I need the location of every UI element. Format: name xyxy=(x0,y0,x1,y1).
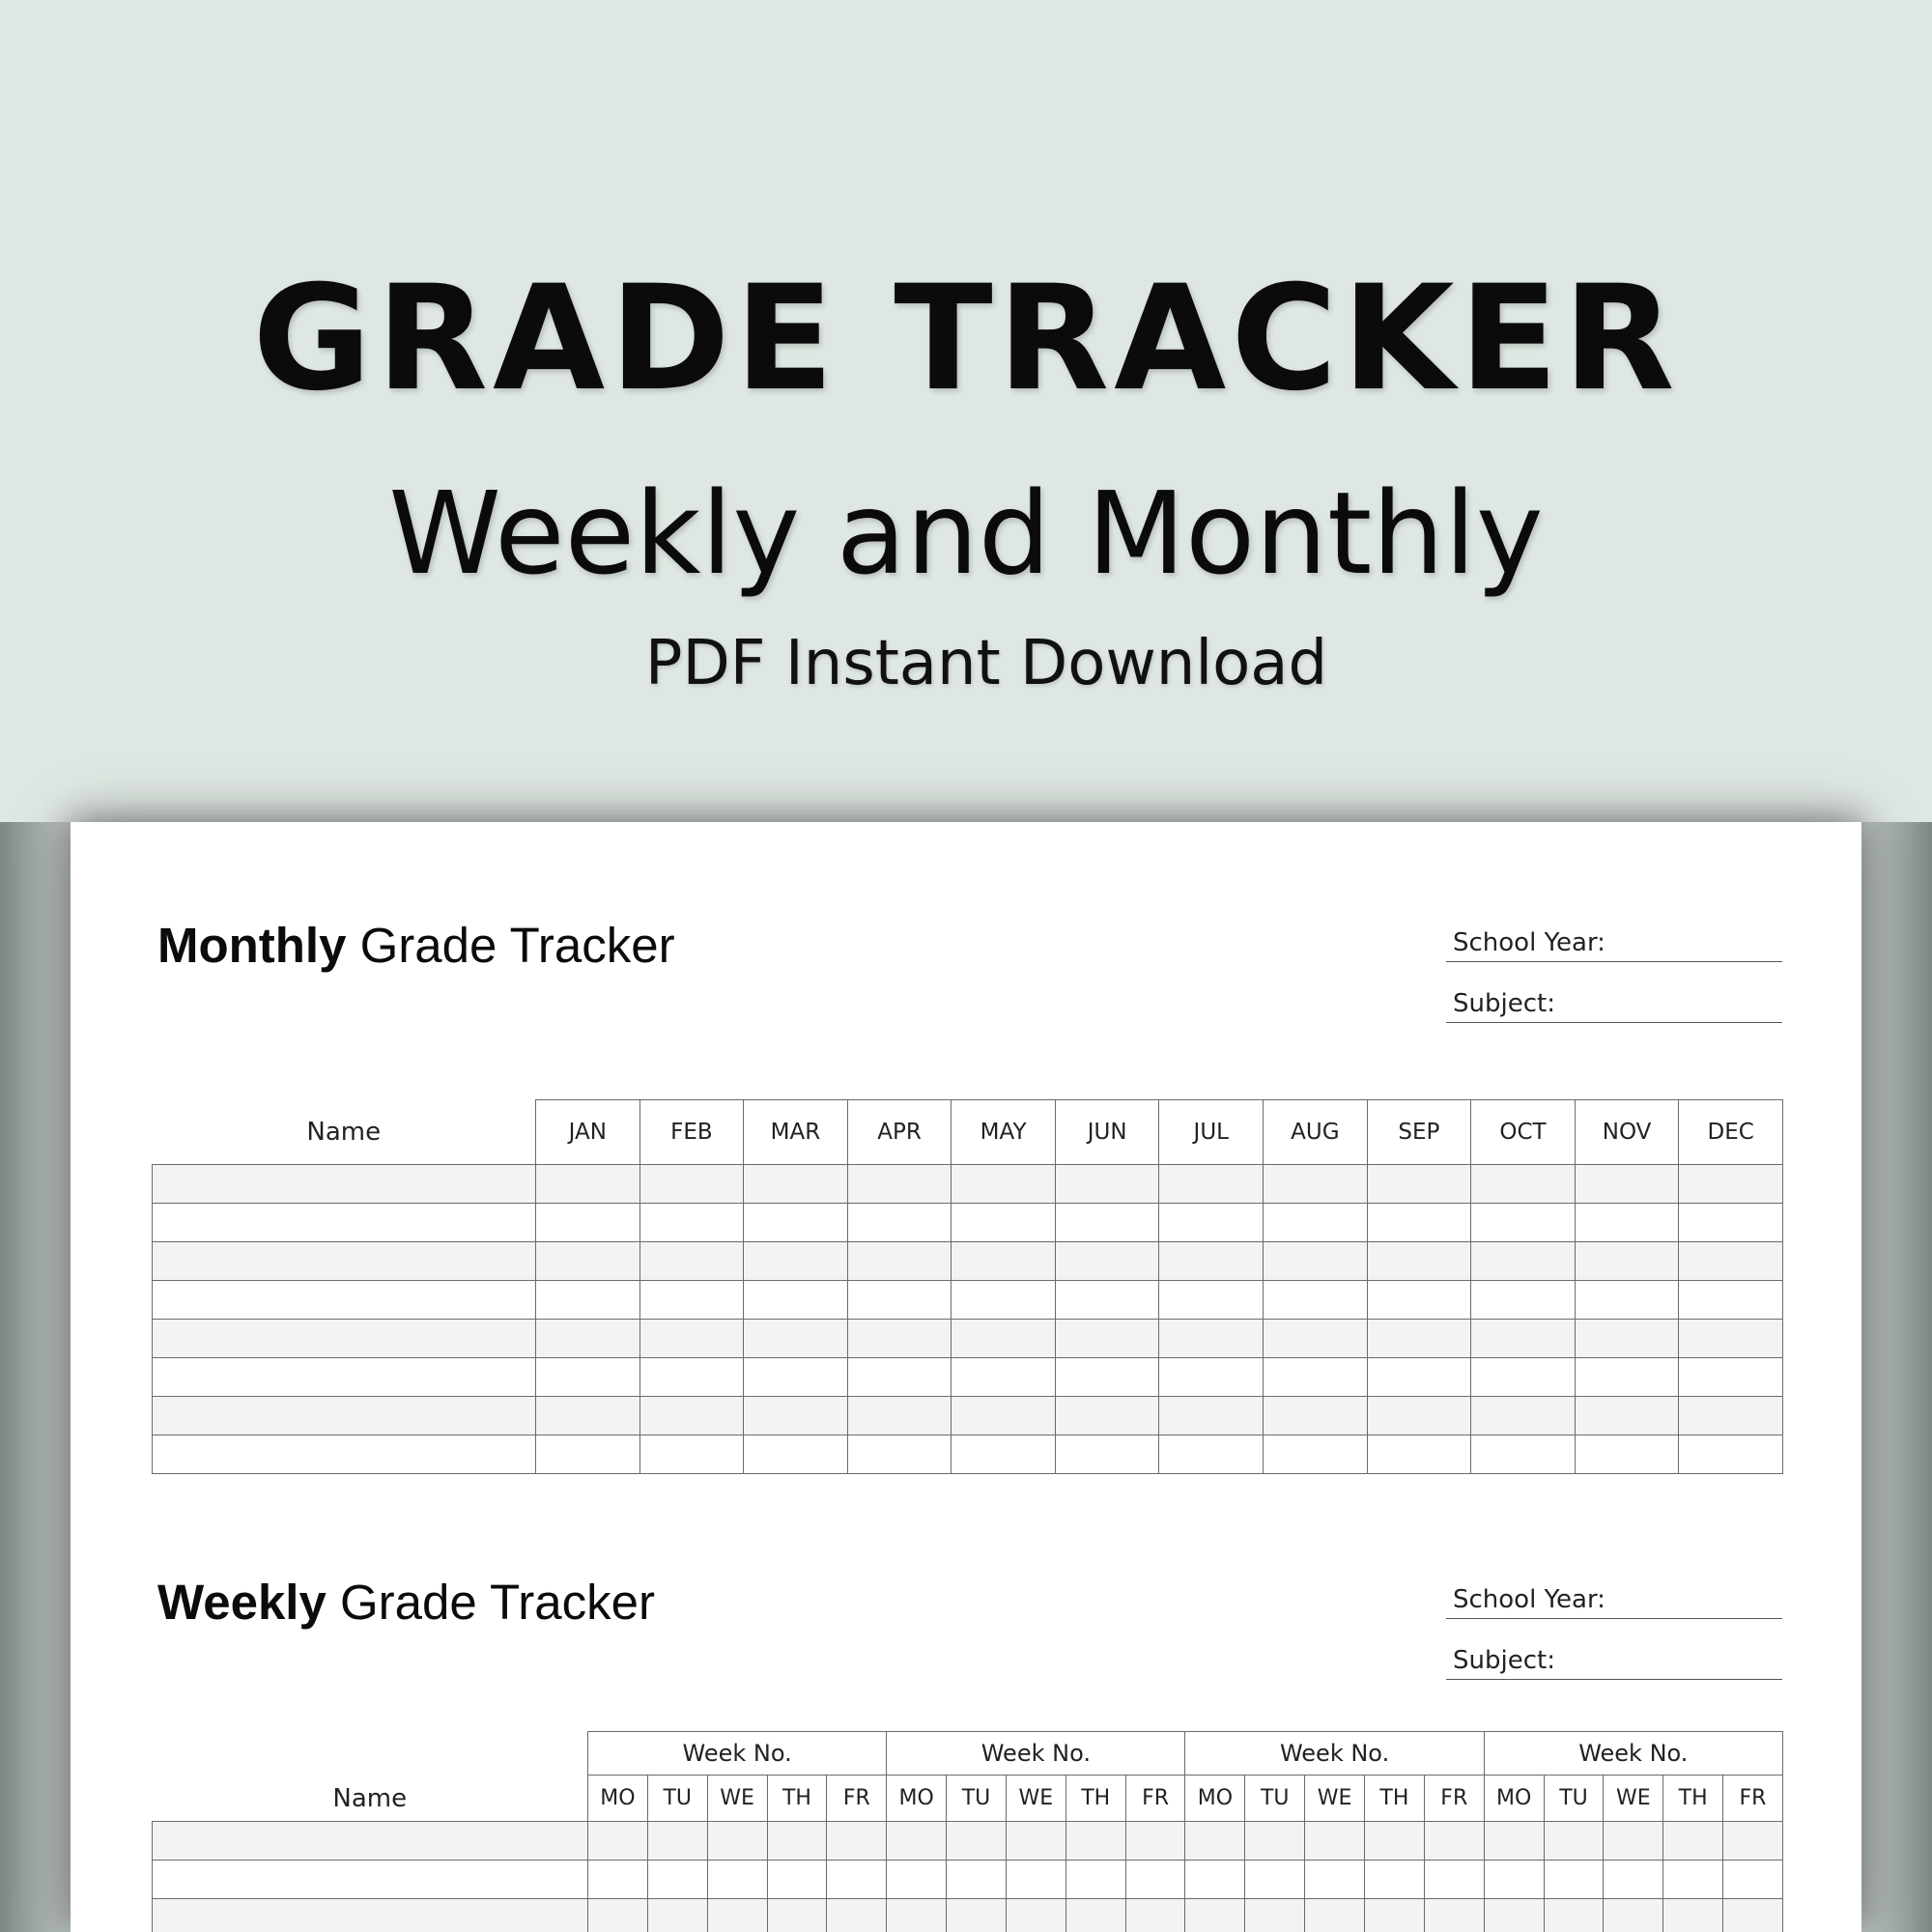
monthly-subject-field[interactable]: Subject: xyxy=(1446,989,1782,1023)
student-name-cell[interactable] xyxy=(153,1242,536,1281)
grade-cell[interactable] xyxy=(744,1281,848,1320)
grade-cell[interactable] xyxy=(1305,1899,1365,1932)
grade-cell[interactable] xyxy=(588,1822,648,1861)
grade-cell[interactable] xyxy=(647,1822,707,1861)
week-number-header: Week No. xyxy=(887,1732,1185,1776)
grade-cell[interactable] xyxy=(1575,1204,1679,1242)
grade-cell[interactable] xyxy=(744,1242,848,1281)
weekly-school-year-field[interactable]: School Year: xyxy=(1446,1585,1782,1619)
grade-cell[interactable] xyxy=(1159,1397,1264,1435)
grade-cell[interactable] xyxy=(1575,1435,1679,1474)
grade-cell[interactable] xyxy=(639,1320,744,1358)
grade-cell[interactable] xyxy=(887,1899,947,1932)
day-header-th: TH xyxy=(1663,1776,1723,1822)
table-row xyxy=(153,1358,1783,1397)
grade-cell[interactable] xyxy=(1471,1397,1576,1435)
month-header-oct: OCT xyxy=(1471,1100,1576,1165)
grade-cell[interactable] xyxy=(847,1204,952,1242)
grade-cell[interactable] xyxy=(744,1320,848,1358)
grade-cell[interactable] xyxy=(639,1397,744,1435)
grade-cell[interactable] xyxy=(1159,1320,1264,1358)
hero-title: GRADE TRACKER xyxy=(252,255,1680,423)
grade-cell[interactable] xyxy=(1055,1165,1159,1204)
grade-cell[interactable] xyxy=(1604,1899,1663,1932)
table-row xyxy=(153,1281,1783,1320)
day-header-th: TH xyxy=(767,1776,827,1822)
grade-cell[interactable] xyxy=(1679,1435,1783,1474)
grade-cell[interactable] xyxy=(847,1165,952,1204)
grade-cell[interactable] xyxy=(744,1435,848,1474)
grade-cell[interactable] xyxy=(1575,1358,1679,1397)
student-name-cell[interactable] xyxy=(153,1861,588,1899)
table-row xyxy=(153,1822,1783,1861)
day-header-tu: TU xyxy=(647,1776,707,1822)
grade-cell[interactable] xyxy=(1544,1899,1604,1932)
day-header-tu: TU xyxy=(947,1776,1007,1822)
grade-cell[interactable] xyxy=(1663,1899,1723,1932)
grade-cell[interactable] xyxy=(1679,1242,1783,1281)
grade-cell[interactable] xyxy=(1185,1861,1245,1899)
grade-cell[interactable] xyxy=(847,1358,952,1397)
grade-cell[interactable] xyxy=(1663,1822,1723,1861)
grade-cell[interactable] xyxy=(952,1320,1056,1358)
grade-cell[interactable] xyxy=(639,1165,744,1204)
monthly-header-row xyxy=(153,1100,1783,1165)
grade-cell[interactable] xyxy=(744,1358,848,1397)
student-name-cell[interactable] xyxy=(153,1204,536,1242)
grade-cell[interactable] xyxy=(1424,1861,1484,1899)
grade-cell[interactable] xyxy=(952,1204,1056,1242)
day-header-we: WE xyxy=(707,1776,767,1822)
student-name-cell[interactable] xyxy=(153,1899,588,1932)
monthly-title-rest: Grade Tracker xyxy=(359,918,675,973)
grade-cell[interactable] xyxy=(947,1899,1007,1932)
weekly-grade-table xyxy=(152,1731,1783,1932)
grade-cell[interactable] xyxy=(952,1165,1056,1204)
month-header-dec: DEC xyxy=(1679,1100,1783,1165)
grade-cell[interactable] xyxy=(767,1861,827,1899)
grade-cell[interactable] xyxy=(1055,1358,1159,1397)
grade-cell[interactable] xyxy=(1424,1822,1484,1861)
grade-cell[interactable] xyxy=(639,1435,744,1474)
weekly-title-bold: Weekly xyxy=(157,1575,327,1630)
grade-cell[interactable] xyxy=(1125,1861,1185,1899)
grade-cell[interactable] xyxy=(1055,1435,1159,1474)
grade-cell[interactable] xyxy=(1575,1320,1679,1358)
day-header-th: TH xyxy=(1365,1776,1425,1822)
grade-cell[interactable] xyxy=(1367,1358,1471,1397)
table-row xyxy=(153,1320,1783,1358)
printable-sheet xyxy=(71,822,1861,1932)
day-header-fr: FR xyxy=(827,1776,887,1822)
grade-cell[interactable] xyxy=(1159,1435,1264,1474)
monthly-title-bold: Monthly xyxy=(157,918,347,973)
grade-cell[interactable] xyxy=(947,1861,1007,1899)
grade-cell[interactable] xyxy=(887,1861,947,1899)
grade-cell[interactable] xyxy=(639,1281,744,1320)
grade-cell[interactable] xyxy=(744,1165,848,1204)
grade-cell[interactable] xyxy=(1065,1822,1125,1861)
grade-cell[interactable] xyxy=(707,1861,767,1899)
grade-cell[interactable] xyxy=(1065,1899,1125,1932)
weekly-subject-field[interactable]: Subject: xyxy=(1446,1646,1782,1680)
student-name-cell[interactable] xyxy=(153,1397,536,1435)
grade-cell[interactable] xyxy=(1264,1281,1368,1320)
grade-cell[interactable] xyxy=(1159,1165,1264,1204)
grade-cell[interactable] xyxy=(1723,1899,1783,1932)
grade-cell[interactable] xyxy=(1264,1204,1368,1242)
table-row xyxy=(153,1397,1783,1435)
grade-cell[interactable] xyxy=(767,1899,827,1932)
grade-cell[interactable] xyxy=(1264,1358,1368,1397)
grade-cell[interactable] xyxy=(952,1435,1056,1474)
week-number-header: Week No. xyxy=(1484,1732,1782,1776)
student-name-cell[interactable] xyxy=(153,1435,536,1474)
monthly-name-header: Name xyxy=(153,1100,536,1165)
grade-cell[interactable] xyxy=(1365,1822,1425,1861)
grade-cell[interactable] xyxy=(1367,1281,1471,1320)
day-header-fr: FR xyxy=(1723,1776,1783,1822)
grade-cell[interactable] xyxy=(1365,1861,1425,1899)
grade-cell[interactable] xyxy=(1575,1281,1679,1320)
grade-cell[interactable] xyxy=(1544,1861,1604,1899)
grade-cell[interactable] xyxy=(1484,1822,1544,1861)
grade-cell[interactable] xyxy=(639,1242,744,1281)
grade-cell[interactable] xyxy=(1663,1861,1723,1899)
grade-cell[interactable] xyxy=(1185,1822,1245,1861)
grade-cell[interactable] xyxy=(1367,1397,1471,1435)
grade-cell[interactable] xyxy=(1006,1899,1065,1932)
grade-cell[interactable] xyxy=(647,1861,707,1899)
grade-cell[interactable] xyxy=(1125,1899,1185,1932)
grade-cell[interactable] xyxy=(847,1397,952,1435)
grade-cell[interactable] xyxy=(1575,1165,1679,1204)
grade-cell[interactable] xyxy=(1367,1320,1471,1358)
hero-subtitle: Weekly and Monthly xyxy=(388,467,1544,600)
grade-cell[interactable] xyxy=(767,1822,827,1861)
day-header-mo: MO xyxy=(887,1776,947,1822)
month-header-feb: FEB xyxy=(639,1100,744,1165)
table-row xyxy=(153,1861,1783,1899)
day-header-mo: MO xyxy=(1185,1776,1245,1822)
month-header-jul: JUL xyxy=(1159,1100,1264,1165)
day-header-we: WE xyxy=(1305,1776,1365,1822)
grade-cell[interactable] xyxy=(707,1899,767,1932)
grade-cell[interactable] xyxy=(952,1281,1056,1320)
grade-cell[interactable] xyxy=(1679,1165,1783,1204)
grade-cell[interactable] xyxy=(1723,1861,1783,1899)
grade-cell[interactable] xyxy=(887,1822,947,1861)
grade-cell[interactable] xyxy=(1471,1320,1576,1358)
grade-cell[interactable] xyxy=(1264,1165,1368,1204)
month-header-jan: JAN xyxy=(536,1100,640,1165)
grade-cell[interactable] xyxy=(847,1320,952,1358)
table-row xyxy=(153,1435,1783,1474)
day-header-mo: MO xyxy=(588,1776,648,1822)
grade-cell[interactable] xyxy=(952,1242,1056,1281)
month-header-sep: SEP xyxy=(1367,1100,1471,1165)
grade-cell[interactable] xyxy=(1679,1358,1783,1397)
grade-cell[interactable] xyxy=(1575,1242,1679,1281)
grade-cell[interactable] xyxy=(536,1320,640,1358)
grade-cell[interactable] xyxy=(588,1861,648,1899)
grade-cell[interactable] xyxy=(1365,1899,1425,1932)
grade-cell[interactable] xyxy=(1006,1822,1065,1861)
grade-cell[interactable] xyxy=(1367,1165,1471,1204)
grade-cell[interactable] xyxy=(847,1435,952,1474)
grade-cell[interactable] xyxy=(827,1822,887,1861)
weekly-week-header-row xyxy=(153,1732,1783,1776)
day-header-we: WE xyxy=(1006,1776,1065,1822)
grade-cell[interactable] xyxy=(647,1899,707,1932)
grade-cell[interactable] xyxy=(1264,1242,1368,1281)
grade-cell[interactable] xyxy=(1185,1899,1245,1932)
weekly-title-rest: Grade Tracker xyxy=(340,1575,655,1630)
grade-cell[interactable] xyxy=(1484,1899,1544,1932)
grade-cell[interactable] xyxy=(1006,1861,1065,1899)
month-header-jun: JUN xyxy=(1055,1100,1159,1165)
grade-cell[interactable] xyxy=(1604,1861,1663,1899)
monthly-grade-table xyxy=(152,1099,1783,1474)
monthly-section-title xyxy=(157,918,675,973)
grade-cell[interactable] xyxy=(1723,1822,1783,1861)
grade-cell[interactable] xyxy=(1055,1242,1159,1281)
grade-cell[interactable] xyxy=(1679,1204,1783,1242)
grade-cell[interactable] xyxy=(847,1281,952,1320)
hero-banner xyxy=(0,0,1932,822)
weekly-name-header: Name xyxy=(153,1732,588,1822)
grade-cell[interactable] xyxy=(1367,1435,1471,1474)
grade-cell[interactable] xyxy=(639,1358,744,1397)
month-header-apr: APR xyxy=(847,1100,952,1165)
grade-cell[interactable] xyxy=(1245,1822,1305,1861)
grade-cell[interactable] xyxy=(1055,1281,1159,1320)
grade-cell[interactable] xyxy=(1679,1281,1783,1320)
grade-cell[interactable] xyxy=(1264,1320,1368,1358)
grade-cell[interactable] xyxy=(827,1899,887,1932)
grade-cell[interactable] xyxy=(1367,1204,1471,1242)
grade-cell[interactable] xyxy=(1159,1204,1264,1242)
day-header-tu: TU xyxy=(1245,1776,1305,1822)
grade-cell[interactable] xyxy=(1424,1899,1484,1932)
grade-cell[interactable] xyxy=(744,1204,848,1242)
grade-cell[interactable] xyxy=(536,1281,640,1320)
grade-cell[interactable] xyxy=(639,1204,744,1242)
student-name-cell[interactable] xyxy=(153,1358,536,1397)
grade-cell[interactable] xyxy=(536,1397,640,1435)
grade-cell[interactable] xyxy=(1159,1242,1264,1281)
grade-cell[interactable] xyxy=(1159,1281,1264,1320)
grade-cell[interactable] xyxy=(1604,1822,1663,1861)
grade-cell[interactable] xyxy=(1055,1397,1159,1435)
grade-cell[interactable] xyxy=(947,1822,1007,1861)
grade-cell[interactable] xyxy=(536,1435,640,1474)
month-header-aug: AUG xyxy=(1264,1100,1368,1165)
grade-cell[interactable] xyxy=(1264,1397,1368,1435)
grade-cell[interactable] xyxy=(1305,1861,1365,1899)
table-row xyxy=(153,1165,1783,1204)
grade-cell[interactable] xyxy=(1305,1822,1365,1861)
grade-cell[interactable] xyxy=(1245,1861,1305,1899)
grade-cell[interactable] xyxy=(1575,1397,1679,1435)
student-name-cell[interactable] xyxy=(153,1822,588,1861)
hero-tagline: PDF Instant Download xyxy=(644,628,1328,699)
grade-cell[interactable] xyxy=(588,1899,648,1932)
student-name-cell[interactable] xyxy=(153,1281,536,1320)
grade-cell[interactable] xyxy=(536,1165,640,1204)
grade-cell[interactable] xyxy=(1245,1899,1305,1932)
grade-cell[interactable] xyxy=(1264,1435,1368,1474)
month-header-may: MAY xyxy=(952,1100,1056,1165)
grade-cell[interactable] xyxy=(1471,1281,1576,1320)
grade-cell[interactable] xyxy=(1367,1242,1471,1281)
grade-cell[interactable] xyxy=(952,1397,1056,1435)
grade-cell[interactable] xyxy=(1471,1165,1576,1204)
month-header-mar: MAR xyxy=(744,1100,848,1165)
student-name-cell[interactable] xyxy=(153,1320,536,1358)
grade-cell[interactable] xyxy=(536,1358,640,1397)
grade-cell[interactable] xyxy=(1471,1358,1576,1397)
grade-cell[interactable] xyxy=(1125,1822,1185,1861)
grade-cell[interactable] xyxy=(1055,1320,1159,1358)
grade-cell[interactable] xyxy=(1055,1204,1159,1242)
day-header-th: TH xyxy=(1065,1776,1125,1822)
grade-cell[interactable] xyxy=(1471,1204,1576,1242)
student-name-cell[interactable] xyxy=(153,1165,536,1204)
grade-cell[interactable] xyxy=(1679,1320,1783,1358)
day-header-mo: MO xyxy=(1484,1776,1544,1822)
grade-cell[interactable] xyxy=(1065,1861,1125,1899)
table-row xyxy=(153,1242,1783,1281)
grade-cell[interactable] xyxy=(1544,1822,1604,1861)
table-row xyxy=(153,1899,1783,1932)
grade-cell[interactable] xyxy=(1484,1861,1544,1899)
day-header-fr: FR xyxy=(1424,1776,1484,1822)
grade-cell[interactable] xyxy=(707,1822,767,1861)
week-number-header: Week No. xyxy=(1185,1732,1484,1776)
grade-cell[interactable] xyxy=(952,1358,1056,1397)
grade-cell[interactable] xyxy=(744,1397,848,1435)
grade-cell[interactable] xyxy=(1471,1435,1576,1474)
table-row xyxy=(153,1204,1783,1242)
grade-cell[interactable] xyxy=(847,1242,952,1281)
grade-cell[interactable] xyxy=(1679,1397,1783,1435)
monthly-school-year-field[interactable]: School Year: xyxy=(1446,928,1782,962)
grade-cell[interactable] xyxy=(1159,1358,1264,1397)
day-header-we: WE xyxy=(1604,1776,1663,1822)
day-header-fr: FR xyxy=(1125,1776,1185,1822)
month-header-nov: NOV xyxy=(1575,1100,1679,1165)
grade-cell[interactable] xyxy=(536,1242,640,1281)
week-number-header: Week No. xyxy=(588,1732,887,1776)
grade-cell[interactable] xyxy=(827,1861,887,1899)
grade-cell[interactable] xyxy=(536,1204,640,1242)
day-header-tu: TU xyxy=(1544,1776,1604,1822)
weekly-section-title xyxy=(157,1575,655,1630)
grade-cell[interactable] xyxy=(1471,1242,1576,1281)
